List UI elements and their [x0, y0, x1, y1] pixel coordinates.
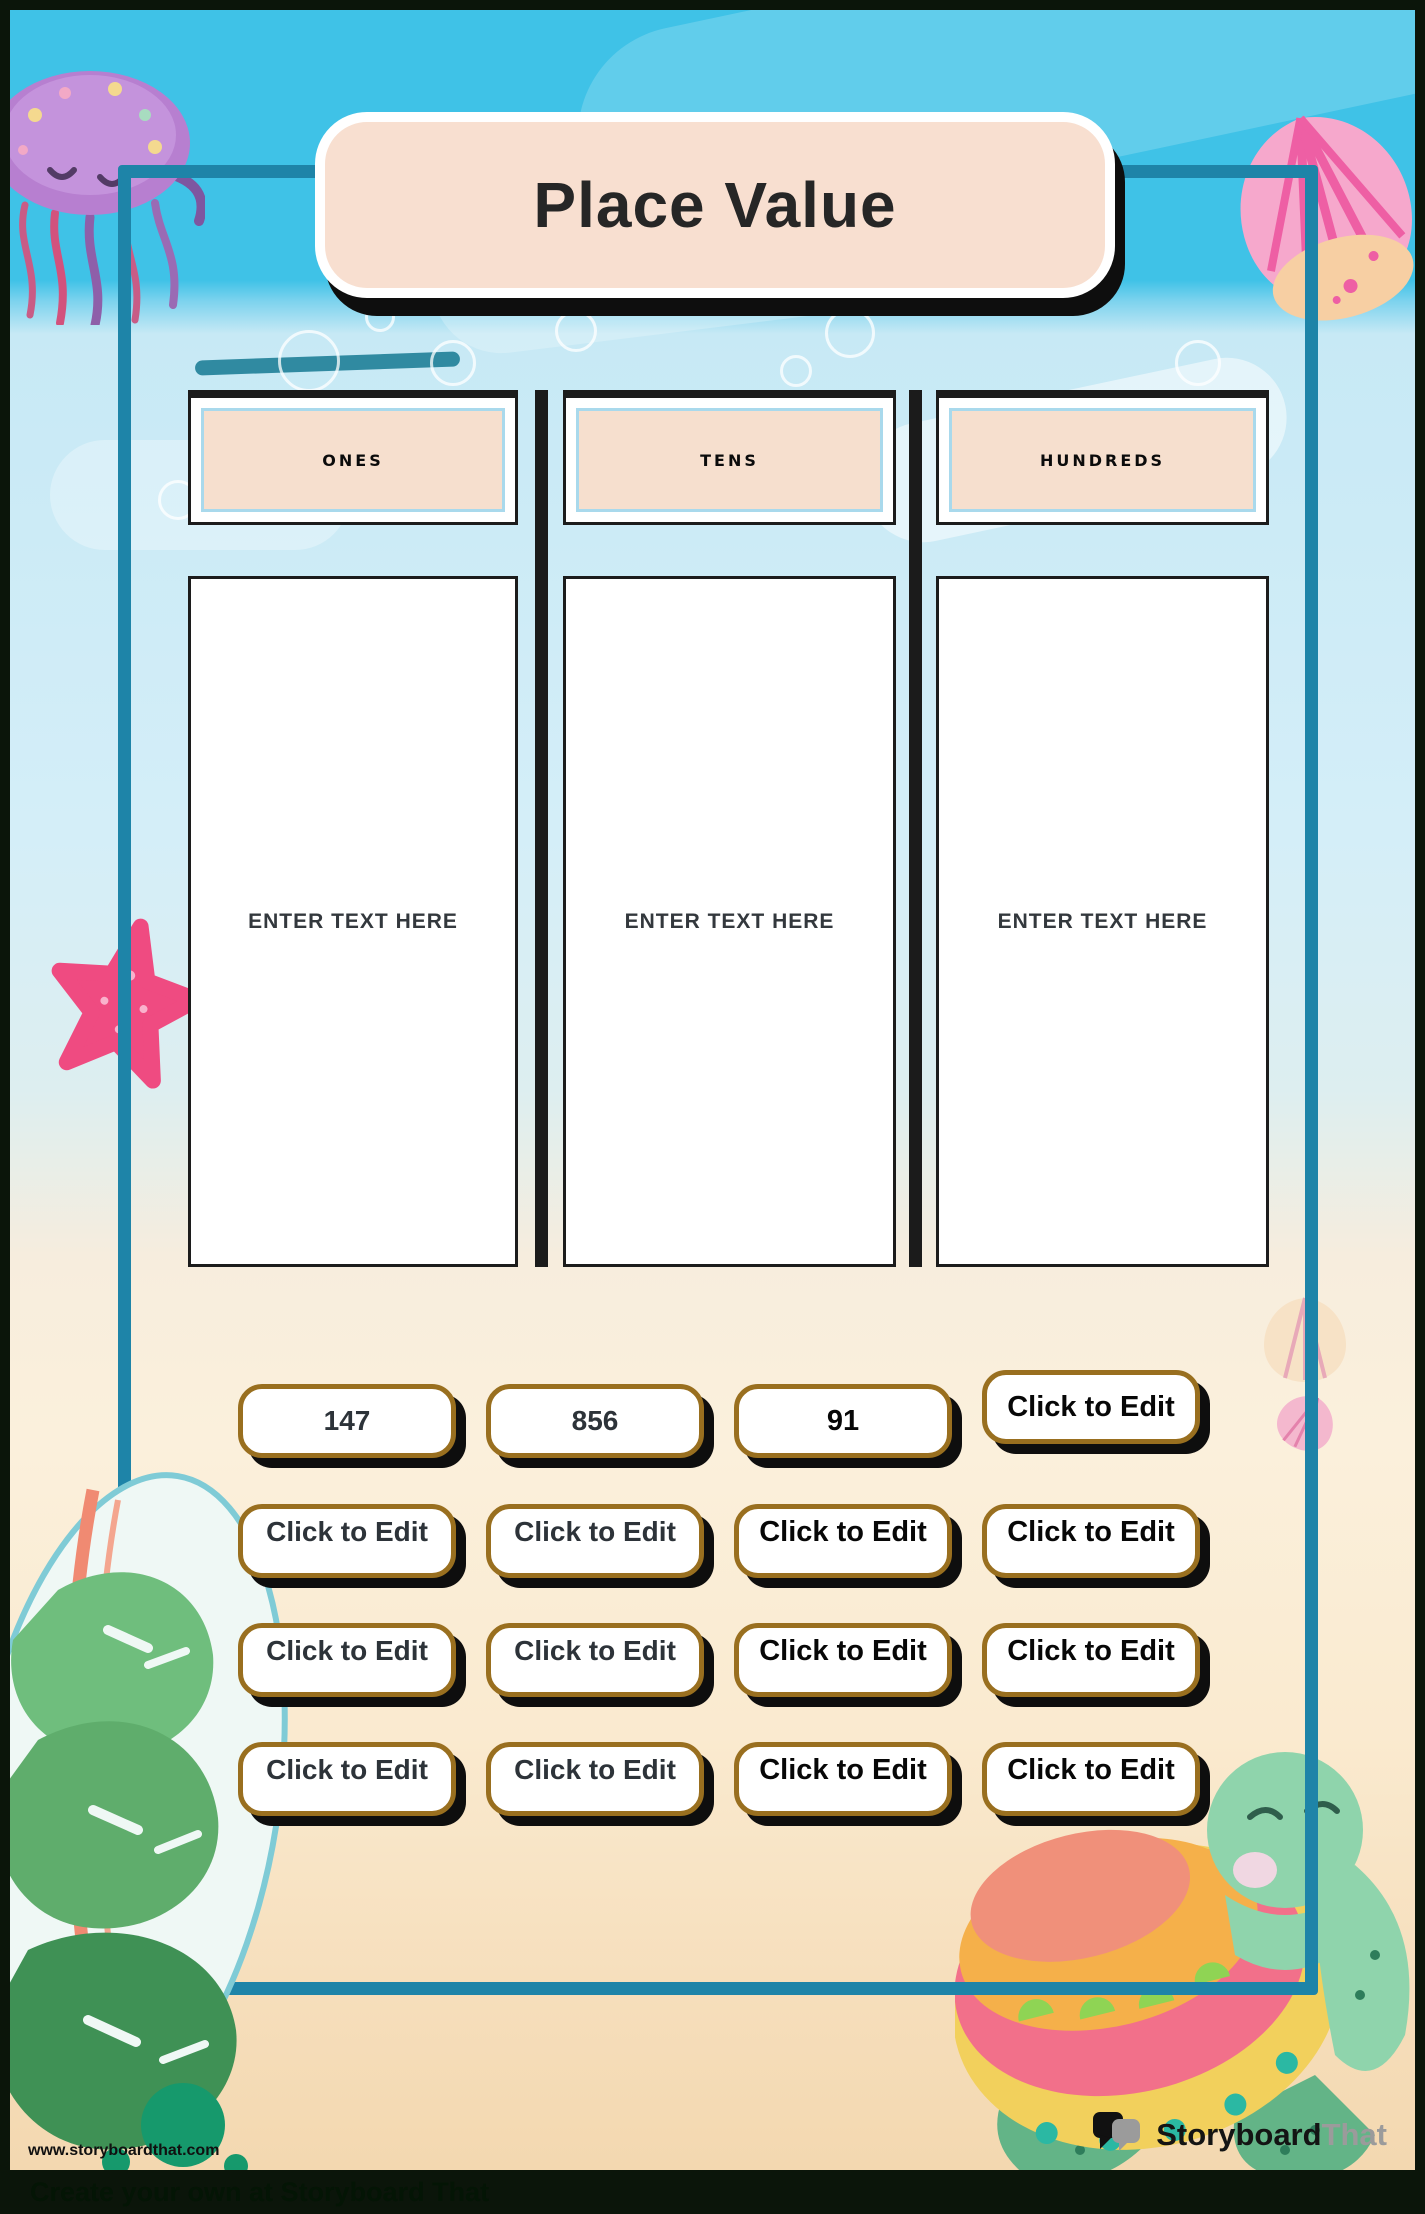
column-label: TENS — [700, 450, 759, 470]
column-header-tens[interactable] — [563, 390, 896, 525]
logo-text-that: That — [1321, 2116, 1387, 2152]
column-header-hundreds[interactable] — [936, 390, 1269, 525]
column-textbox-tens[interactable] — [563, 576, 896, 1267]
click-to-edit-button[interactable]: Click to Edit — [982, 1504, 1200, 1578]
textbox-placeholder: ENTER TEXT HERE — [997, 909, 1208, 933]
click-to-edit-button[interactable]: Click to Edit — [982, 1623, 1200, 1697]
textbox-placeholder: ENTER TEXT HERE — [248, 909, 458, 933]
column-tens — [563, 390, 896, 1267]
click-to-edit-button[interactable]: Click to Edit — [486, 1623, 704, 1697]
logo-text — [1156, 2117, 1387, 2153]
click-to-edit-button[interactable]: Click to Edit — [486, 1504, 704, 1578]
button-row-2 — [238, 1504, 1200, 1578]
value-button[interactable]: 147 — [238, 1384, 456, 1458]
column-header-panel — [576, 408, 883, 512]
click-to-edit-button[interactable]: Click to Edit — [982, 1370, 1200, 1444]
textbox-placeholder: ENTER TEXT HERE — [624, 909, 835, 933]
storyboardthat-logo — [1092, 2108, 1387, 2161]
column-header-panel — [949, 408, 1256, 512]
column-hundreds — [936, 390, 1269, 1267]
button-row-1 — [238, 1384, 1200, 1458]
column-divider — [535, 390, 548, 1267]
website-url: www.storyboardthat.com — [28, 2142, 220, 2159]
click-to-edit-button[interactable]: Click to Edit — [238, 1742, 456, 1816]
click-to-edit-button[interactable]: Click to Edit — [734, 1504, 952, 1578]
button-row-4 — [238, 1742, 1200, 1816]
click-to-edit-button[interactable]: Click to Edit — [486, 1742, 704, 1816]
column-divider — [909, 390, 922, 1267]
column-textbox-ones[interactable] — [188, 576, 518, 1267]
click-to-edit-button[interactable]: Click to Edit — [238, 1504, 456, 1578]
logo-text-storyboard: Storyboard — [1156, 2116, 1322, 2152]
column-textbox-hundreds[interactable] — [936, 576, 1269, 1267]
value-button[interactable]: 91 — [734, 1384, 952, 1458]
column-ones — [188, 390, 518, 1267]
value-button[interactable]: 856 — [486, 1384, 704, 1458]
column-header-panel — [201, 408, 505, 512]
column-label: ONES — [322, 450, 384, 470]
poster-title-card[interactable] — [315, 112, 1115, 298]
column-header-ones[interactable] — [188, 390, 518, 525]
click-to-edit-button[interactable]: Click to Edit — [734, 1623, 952, 1697]
column-label: HUNDREDS — [1039, 450, 1166, 470]
click-to-edit-button[interactable]: Click to Edit — [734, 1742, 952, 1816]
bottom-bar-text: Create your own at Storyboard That — [30, 2176, 490, 2207]
speech-bubbles-icon — [1092, 2108, 1146, 2161]
bottom-attribution-bar — [0, 2170, 1425, 2214]
poster-canvas — [10, 10, 1415, 2170]
click-to-edit-button[interactable]: Click to Edit — [982, 1742, 1200, 1816]
poster-title: Place Value — [533, 169, 897, 241]
button-row-3 — [238, 1623, 1200, 1697]
click-to-edit-button[interactable]: Click to Edit — [238, 1623, 456, 1697]
